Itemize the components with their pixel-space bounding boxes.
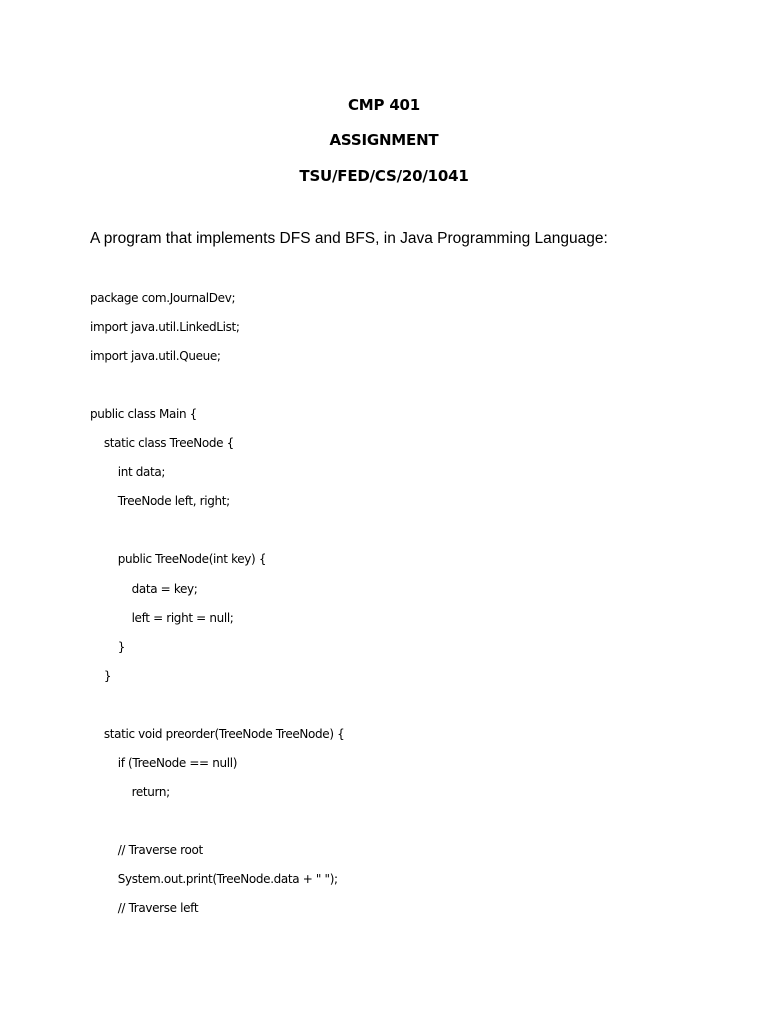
assignment-heading: ASSIGNMENT [329, 131, 439, 149]
code-line: public TreeNode(int key) { [90, 552, 267, 567]
code-line: data = key; [90, 581, 198, 596]
code-line: static void preorder(TreeNode TreeNode) { [90, 726, 345, 741]
code-line: System.out.print(TreeNode.data + " "); [90, 872, 338, 886]
code-line: if (TreeNode == null) [90, 755, 238, 770]
code-line: TreeNode left, right; [90, 494, 230, 509]
code-line: import java.util.LinkedList; [90, 320, 240, 335]
code-line: // Traverse left [90, 901, 199, 916]
code-line: } [90, 668, 112, 683]
code-line: } [90, 639, 126, 654]
code-line: import java.util.Queue; [90, 349, 221, 364]
code-line: left = right = null; [90, 610, 234, 625]
code-line: static class TreeNode { [90, 436, 234, 451]
code-line: int data; [90, 465, 166, 480]
code-line: public class Main { [90, 407, 197, 422]
code-line: return; [90, 784, 170, 799]
code-line: // Traverse root [90, 842, 203, 857]
student-id-heading: TSU/FED/CS/20/1041 [299, 167, 469, 185]
code-line: package com.JournalDev; [90, 291, 236, 305]
course-code-heading: CMP 401 [347, 96, 421, 114]
intro-paragraph: A program that implements DFS and BFS, in Java Programming Language: [90, 230, 608, 247]
